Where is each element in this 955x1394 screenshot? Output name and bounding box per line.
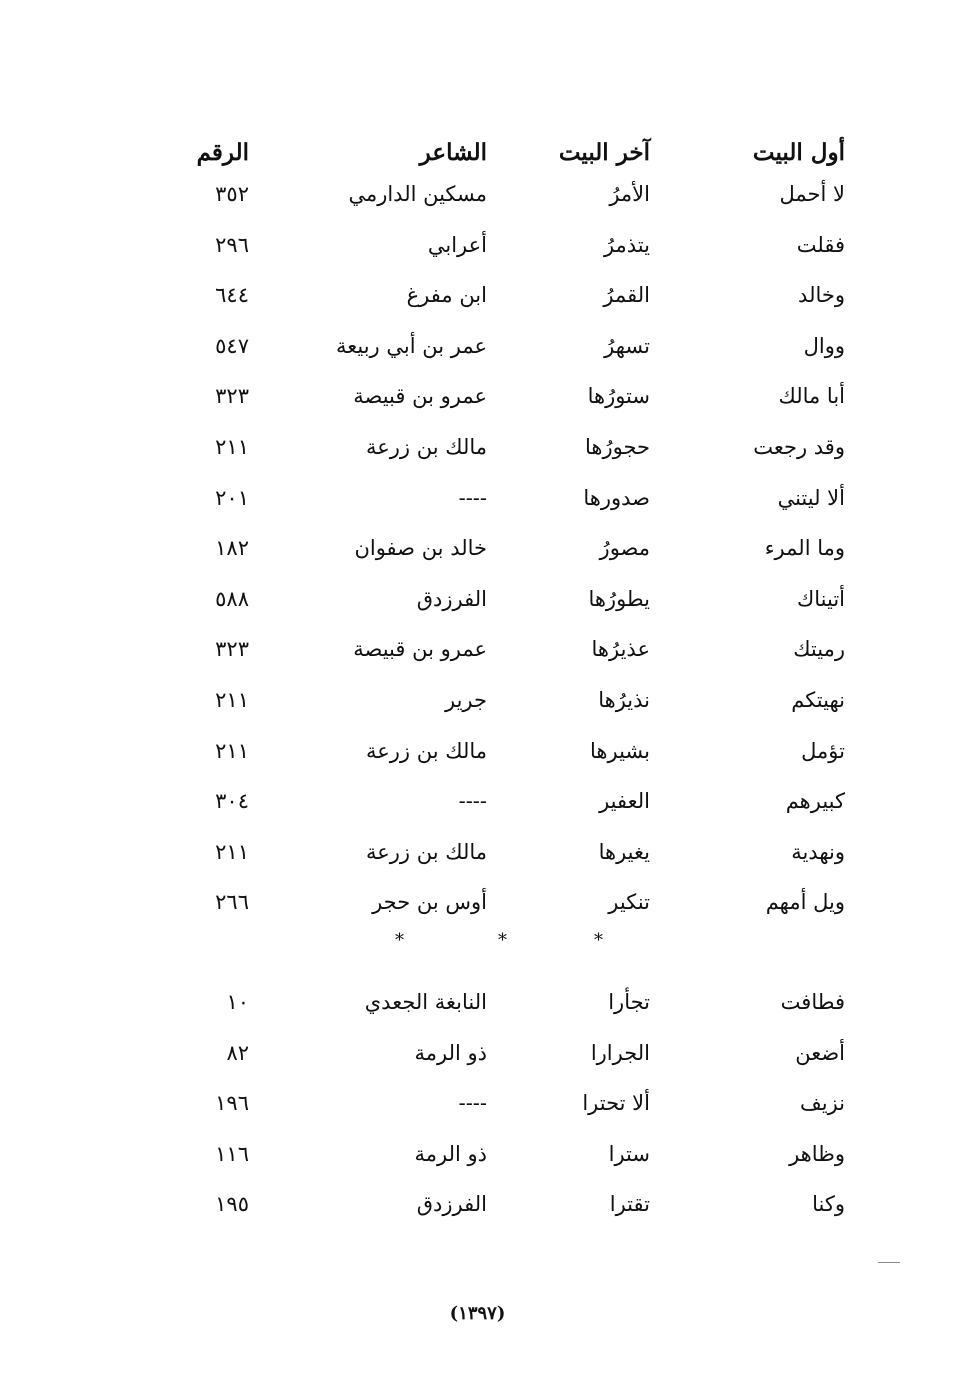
first-verse-cell: فطافت (780, 990, 845, 1014)
table-row (0, 275, 955, 315)
last-verse-cell: تقترا (609, 1192, 650, 1217)
first-verse-cell: تؤمل (801, 738, 845, 763)
table-row (0, 1083, 955, 1123)
page-number: (١٣٩٧) (449, 1303, 506, 1324)
section-separator (0, 930, 955, 960)
last-verse-cell: حجورُها (585, 435, 650, 459)
poet-cell: ابن مفرغ (406, 283, 487, 308)
table-row (0, 781, 955, 821)
poet-cell: النابغة الجعدي (364, 990, 487, 1014)
last-verse-cell: نذيرُها (598, 688, 650, 712)
first-verse-cell: نزيف (799, 1091, 845, 1116)
poet-cell: ---- (458, 1091, 487, 1116)
table-row (0, 528, 955, 568)
table-row (0, 225, 955, 265)
first-verse-cell: ووال (803, 333, 845, 358)
table-row (0, 478, 955, 518)
last-verse-cell: تجأرا (608, 990, 650, 1014)
poet-cell: عمرو بن قبيصة (353, 384, 487, 409)
number-cell: ٥٨٨ (215, 586, 249, 611)
poet-cell: مسكين الدارمي (348, 182, 487, 206)
poet-cell: أعرابي (427, 232, 487, 257)
first-verse-cell: لا أحمل (779, 182, 845, 206)
table-row (0, 1184, 955, 1224)
first-verse-cell: ألا ليتني (777, 485, 845, 510)
number-cell: ١٩٦ (215, 1091, 249, 1116)
number-cell: ٢١١ (215, 435, 249, 459)
number-cell: ٢١١ (215, 688, 249, 712)
number-cell: ٣٢٣ (215, 637, 249, 662)
last-verse-cell: تسهرُ (604, 333, 650, 358)
number-cell: ٣٠٤ (215, 789, 249, 814)
last-verse-cell: يطورُها (588, 586, 650, 611)
last-verse-cell: يتذمرُ (603, 232, 650, 257)
first-verse-cell: ويل أمهم (765, 890, 845, 915)
header-poet: الشاعر (419, 139, 487, 166)
poet-cell: ---- (458, 485, 487, 510)
table-row (0, 1033, 955, 1073)
last-verse-cell: تنكير (608, 890, 650, 915)
first-verse-cell: وكنا (812, 1192, 845, 1217)
separator-star: * (395, 930, 404, 951)
number-cell: ٦٤٤ (215, 283, 249, 308)
first-verse-cell: وقد رجعت (753, 435, 845, 459)
poet-cell: ذو الرمة (414, 1141, 487, 1166)
separator-star: * (594, 930, 603, 951)
poet-cell: الفرزدق (416, 586, 487, 611)
first-verse-cell: فقلت (796, 232, 845, 257)
last-verse-cell: الأمرُ (609, 182, 650, 206)
last-verse-cell: يغيرها (598, 839, 650, 864)
last-verse-cell: ألا تحترا (582, 1091, 650, 1116)
last-verse-cell: القمرُ (603, 283, 650, 308)
last-verse-cell: صدورها (583, 485, 650, 510)
number-cell: ١٠ (226, 990, 249, 1014)
header-last-verse: آخر البيت (558, 139, 650, 166)
first-verse-cell: نهيتكم (791, 688, 845, 712)
poet-cell: عمرو بن قبيصة (353, 637, 487, 662)
table-row (0, 579, 955, 619)
table-row (0, 982, 955, 1022)
number-cell: ٢٩٦ (215, 232, 249, 257)
last-verse-cell: بشيرها (590, 738, 650, 763)
number-cell: ١٨٢ (215, 536, 249, 561)
poet-cell: مالك بن زرعة (366, 839, 487, 864)
table-row (0, 629, 955, 669)
number-cell: ١٩٥ (215, 1192, 249, 1217)
poet-cell: ---- (458, 789, 487, 814)
last-verse-cell: عذيرُها (591, 637, 650, 662)
last-verse-cell: سترا (608, 1141, 650, 1166)
number-cell: ٢١١ (215, 738, 249, 763)
first-verse-cell: وما المرء (764, 536, 845, 561)
number-cell: ٢٦٦ (215, 890, 249, 915)
table-row (0, 832, 955, 872)
table-row (0, 731, 955, 771)
poet-cell: مالك بن زرعة (366, 435, 487, 459)
table-row (0, 680, 955, 720)
number-cell: ٢٠١ (215, 485, 249, 510)
table-row (0, 376, 955, 416)
first-verse-cell: أبا مالك (778, 384, 845, 409)
poet-cell: مالك بن زرعة (366, 738, 487, 763)
number-cell: ٣٢٣ (215, 384, 249, 409)
header-first-verse: أول البيت (752, 139, 845, 166)
number-cell: ٨٢ (226, 1040, 249, 1065)
poet-cell: الفرزدق (416, 1192, 487, 1217)
poet-cell: خالد بن صفوان (354, 536, 487, 561)
number-cell: ١١٦ (215, 1141, 249, 1166)
table-row (0, 174, 955, 214)
last-verse-cell: ستورُها (587, 384, 650, 409)
header-number: الرقم (196, 139, 249, 166)
number-cell: ٢١١ (215, 839, 249, 864)
table-row (0, 326, 955, 366)
first-verse-cell: وخالد (798, 283, 845, 308)
first-verse-cell: أتيناك (796, 586, 845, 611)
poet-cell: عمر بن أبي ربيعة (335, 333, 487, 358)
last-verse-cell: مصورُ (599, 536, 650, 561)
last-verse-cell: العفير (599, 789, 650, 814)
table-header (0, 133, 955, 173)
poet-cell: جرير (445, 688, 487, 712)
separator-star: * (498, 930, 507, 951)
number-cell: ٥٤٧ (215, 333, 249, 358)
poet-cell: أوس بن حجر (372, 890, 487, 915)
table-row (0, 882, 955, 922)
table-row (0, 427, 955, 467)
last-verse-cell: الجرارا (590, 1040, 650, 1065)
edge-mark (878, 1262, 900, 1263)
poet-cell: ذو الرمة (414, 1040, 487, 1065)
table-row (0, 1134, 955, 1174)
first-verse-cell: أضعن (795, 1040, 845, 1065)
first-verse-cell: كبيرهم (785, 789, 845, 814)
first-verse-cell: رميتك (793, 637, 845, 662)
number-cell: ٣٥٢ (215, 182, 249, 206)
first-verse-cell: ونهدية (791, 839, 845, 864)
first-verse-cell: وظاهر (789, 1141, 845, 1166)
